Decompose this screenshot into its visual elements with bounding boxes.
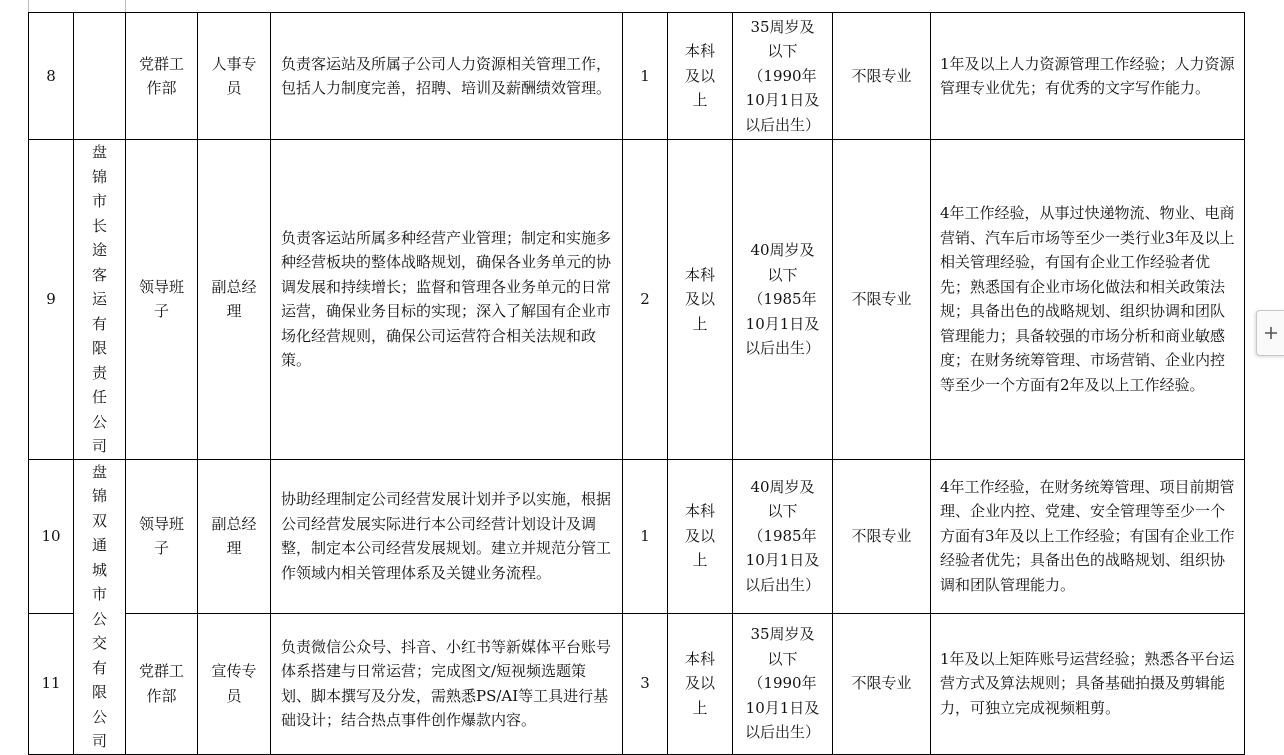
education: 本科及以上: [668, 140, 733, 460]
department: 领导班子: [126, 140, 198, 460]
requirements: 1年及以上人力资源管理工作经验；人力资源管理专业优先；有优秀的文字写作能力。: [931, 13, 1245, 140]
job-duties: 负责客运站所属多种经营产业管理；制定和实施多种经营板块的整体战略规划，确保各业务单元的协调发展和持续增长；监督和管理各业务单元的日常运营，确保业务目标的实现；深入了解国有企业市场化经营规则，确保公司运营符合相关法规和政策。: [271, 140, 623, 460]
row-number: 8: [29, 13, 74, 140]
unit-name: 盘锦市长途客运有限责任公司: [74, 140, 126, 460]
page-edge: [125, 0, 126, 12]
requirements: 4年工作经验，从事过快递物流、物业、电商营销、汽车后市场等至少一类行业3年及以上相关管理经验，有国有企业工作经验者优先；熟悉国有企业市场化做法和相关政策法规；具备出色的战略规划、组织协调和团队管理能力；具备较强的市场分析和商业敏感度；在财务统筹管理、市场营销、企业内控等至少一个方面有2年及以上工作经验。: [931, 140, 1245, 460]
table-row: [29, 459, 1245, 613]
row-number: 10: [29, 459, 74, 613]
headcount: 1: [623, 459, 668, 613]
education: 本科及以上: [668, 459, 733, 613]
row-number: 9: [29, 140, 74, 460]
department: 党群工作部: [126, 13, 198, 140]
major: 不限专业: [833, 459, 931, 613]
table-row: [29, 13, 1245, 140]
position: 人事专员: [198, 13, 271, 140]
plus-icon: [1263, 325, 1279, 341]
age-limit: 35周岁及以下（1990年10月1日及以后出生）: [733, 13, 833, 140]
unit-name: 盘锦双通城市公交有限公司: [74, 459, 126, 754]
age-limit: 40周岁及以下（1985年10月1日及以后出生）: [733, 140, 833, 460]
requirements: 4年工作经验，在财务统筹管理、项目前期管理、企业内控、党建、安全管理等至少一个方面有3年及以上工作经验；有国有企业工作经验者优先；具备出色的战略规划、组织协调和团队管理能力。: [931, 459, 1245, 613]
education: 本科及以上: [668, 13, 733, 140]
row-number: 11: [29, 613, 74, 754]
major: 不限专业: [833, 613, 931, 754]
job-duties: 负责客运站及所属子公司人力资源相关管理工作，包括人力制度完善，招聘、培训及薪酬绩效管理。: [271, 13, 623, 140]
headcount: 3: [623, 613, 668, 754]
department: 党群工作部: [126, 613, 198, 754]
position: 副总经理: [198, 140, 271, 460]
add-button[interactable]: [1256, 310, 1284, 356]
department: 领导班子: [126, 459, 198, 613]
age-limit: 35周岁及以下（1990年10月1日及以后出生）: [733, 613, 833, 754]
age-limit: 40周岁及以下（1985年10月1日及以后出生）: [733, 459, 833, 613]
table-row: [29, 613, 1245, 754]
major: 不限专业: [833, 140, 931, 460]
headcount: 2: [623, 140, 668, 460]
page-edge: [28, 0, 29, 12]
position: 宣传专员: [198, 613, 271, 754]
table-row: [29, 140, 1245, 460]
recruitment-table: [28, 12, 1245, 755]
unit-name: [74, 13, 126, 140]
job-duties: 协助经理制定公司经营发展计划并予以实施，根据公司经营发展实际进行本公司经营计划设计及调整，制定本公司经营发展规划。建立并规范分管工作领域内相关管理体系及关键业务流程。: [271, 459, 623, 613]
job-duties: 负责微信公众号、抖音、小红书等新媒体平台账号体系搭建与日常运营；完成图文/短视频选题策划、脚本撰写及分发，需熟悉PS/AI等工具进行基础设计；结合热点事件创作爆款内容。: [271, 613, 623, 754]
position: 副总经理: [198, 459, 271, 613]
major: 不限专业: [833, 13, 931, 140]
headcount: 1: [623, 13, 668, 140]
requirements: 1年及以上矩阵账号运营经验；熟悉各平台运营方式及算法规则；具备基础拍摄及剪辑能力，可独立完成视频粗剪。: [931, 613, 1245, 754]
education: 本科及以上: [668, 613, 733, 754]
